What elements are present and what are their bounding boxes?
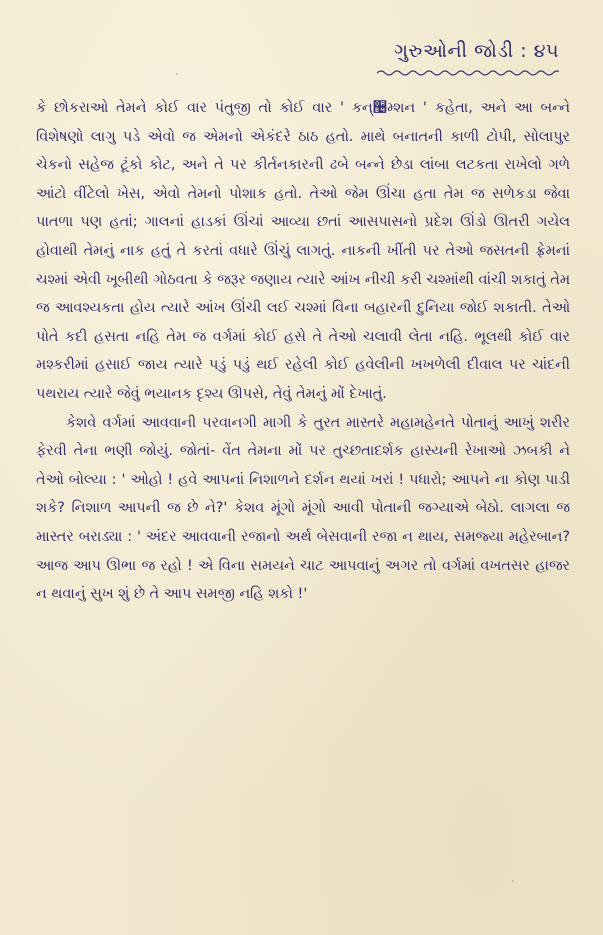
paper-speck: [176, 73, 178, 75]
paper-speck: [43, 596, 45, 598]
running-head: ગુરુઓની જોડી : ૪૫: [394, 40, 559, 62]
paragraph-1: કે છોકરાઓ તેમને કોઈ વાર પંતુજી તો કોઈ વાર ' કન્઴મ્શન ' કહેતા, અને આ બન્ને વિશેષણો લાગુ પડે એવો જ એમનો એકંદરે ઠાઠ હતો. માથે બનાતની કાળી ટોપી, સોલાપુર ચેકનો સહેજ ટૂંકો કોટ, અને તે પર કીર્તનકારની ઢબે બન્ને છેડા લાંબા લટકતા રાખેલો ગળે આંટો વીંટેલો ખેસ, એવો તેમનો પોશાક હતો. તેઓ જેમ ઊંચા હતા તેમ જ સળેકડા જેવા પાતળા પણ હતાં; ગાલનાં હાડકાં ઊંચાં આવ્યા છતાં આસપાસનો પ્રદેશ ઊંડો ઊતરી ગયેલ હોવાથી તેમનું નાક હતું તે કરતાં વધારે ઊંચું લાગતું. નાકની ખીંતી પર તેઓ જસતની ફ્રેમનાં ચશ્માં એવી ખૂબીથી ગોઠવતા કે જરૂર જણાય ત્યારે આંખ નીચી કરી ચશ્માંથી વાંચી શકાતું તેમ જ આવશ્યકતા હોય ત્યારે આંખ ઊંચી લઈ ચશ્માં વિના બહારની દુનિયા જોઈ શકાતી. તેઓ પોતે કદી હસતા નહિ તેમ જ વર્ગમાં કોઈ હસે તે તેઓ ચલાવી લેતા નહિ. ભૂલથી કોઈ વાર મશ્કરીમાં હસાઈ જાય ત્યારે પડું પડું થઈ રહેલી કોઈ હવેલીની ખખળેલી દીવાલ પર ચાંદની પથરાય ત્યારે જેવું ભયાનક દૃશ્ય ઊપસે, તેવું તેમનું મોં દેખાતું.: [36, 100, 570, 402]
paper-speck: [512, 880, 514, 882]
wavy-underline: [377, 69, 559, 77]
page-header: [377, 40, 559, 81]
paragraph-2: કેશવે વર્ગમાં આવવાની પરવાનગી માગી કે તુરત માસ્તરે મહામહેનતે પોતાનું આખું શરીર ફેરવી તેના ભણી જોયું. જોતાં- વેંત તેમના મોં પર તુચ્છતાદર્શક હાસ્યની રેખાઓ ઝબકી ને તેઓ બોલ્યા : ' ઓહો ! હવે આપનાં નિશાળને દર્શન થયાં ખરાં ! પધારો; આપને ના કોણ પાડી શકે? નિશાળ આપની જ છે ને?' કેશવ મૂંગો મૂંગો આવી પોતાની જગ્યાએ બેઠો. લાગલા જ માસ્તર બરાડ્યા : ' અંદર આવવાની રજાનો અર્થ બેસવાની રજા ન થાય, સમજ્યા મહેરબાન? આજ આપ ઊભા જ રહો ! એ વિના સમયને ચાટ આપવાનું અગર તો વર્ગમાં વખતસર હાજર ન થવાનું સુખ શું છે તે આપ સમજી નહિ શકો !': [36, 414, 570, 603]
body-text: [36, 94, 570, 609]
